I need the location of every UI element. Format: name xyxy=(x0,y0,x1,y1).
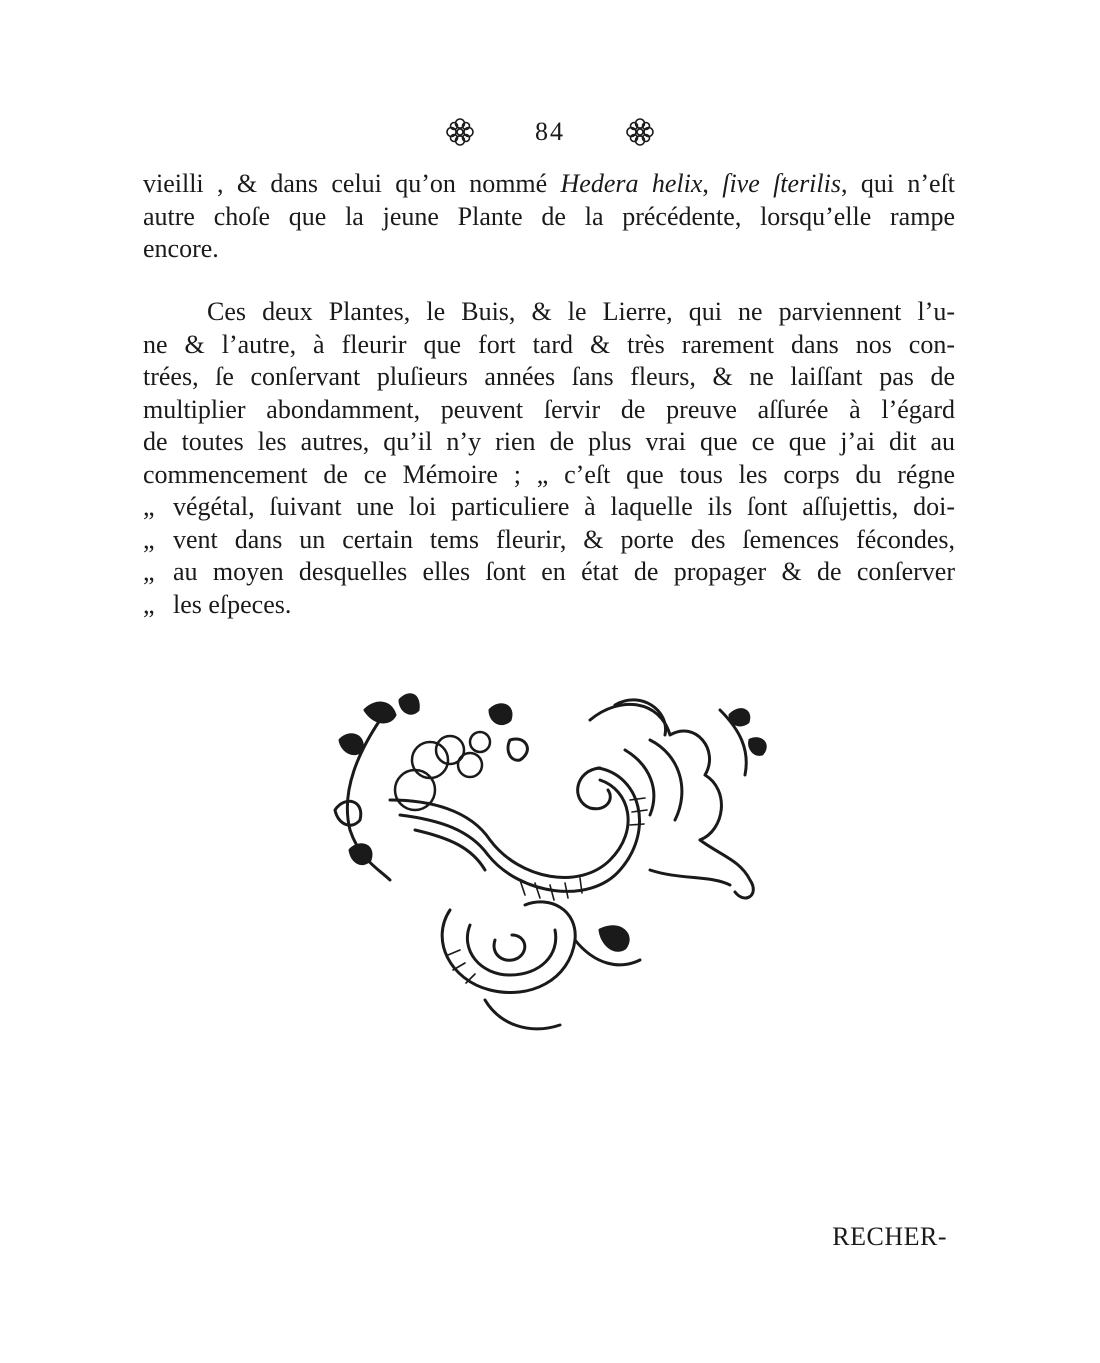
quote-mark: „ xyxy=(143,589,155,619)
italic-latin-name: ſive ſterilis xyxy=(722,169,841,198)
text-line: multiplier abondamment, peuvent ſervir de preuve aſſurée à l’égard xyxy=(143,394,955,424)
text-run: , xyxy=(702,169,723,198)
text-run: au moyen desquelles elles ſont en état de propager & de conſerver xyxy=(173,557,955,586)
text-line: Ces deux Plantes, le Buis, & le Lierre, qui ne parviennent l’u- xyxy=(207,297,955,326)
flower-fleuron-icon xyxy=(625,117,655,147)
text-run: les eſpeces. xyxy=(173,589,292,619)
text-line: de toutes les autres, qu’il n’y rien de plus vrai que ce que j’ai dit au xyxy=(143,427,955,456)
text-line: ne & l’autre, à fleurir que fort tard & très rarement dans nos con- xyxy=(143,329,955,359)
flower-fleuron-icon xyxy=(445,117,475,147)
paragraph-continuation xyxy=(143,168,955,266)
page-header xyxy=(0,112,1100,152)
text-line xyxy=(143,168,955,201)
quoted-line xyxy=(143,556,955,589)
rococo-ornament-icon xyxy=(320,680,780,1060)
text-run: , qui n’eſt xyxy=(840,169,956,198)
catchword: RECHER- xyxy=(832,1222,947,1251)
paragraph-main xyxy=(143,296,955,621)
quote-mark: „ xyxy=(143,557,155,586)
text-run: vieilli , & dans celui qu’on nommé xyxy=(143,169,561,198)
text-line: encore. xyxy=(143,234,219,263)
text-run: végétal, ſuivant une loi particuliere à laquelle ils ſont aſſujettis, doi- xyxy=(173,492,955,521)
text-line: commencement de ce Mémoire ; „ c’eſt que tous les corps du régne xyxy=(143,459,955,489)
text-line: trées, ſe conſervant pluſieurs années ſans fleurs, & ne laiſſant pas de xyxy=(143,362,955,391)
italic-latin-name: Hedera helix xyxy=(560,169,703,198)
quoted-line xyxy=(143,589,955,622)
quote-mark: „ xyxy=(143,524,155,554)
quoted-line xyxy=(143,524,955,557)
quote-mark: „ xyxy=(143,492,155,521)
text-run: vent dans un certain tems fleurir, & porte des ſemences fécondes, xyxy=(173,524,955,554)
text-line: autre choſe que la jeune Plante de la précédente, lorsqu’elle rampe xyxy=(143,201,955,231)
page-number: 84 xyxy=(535,117,565,146)
quoted-line xyxy=(143,491,955,524)
